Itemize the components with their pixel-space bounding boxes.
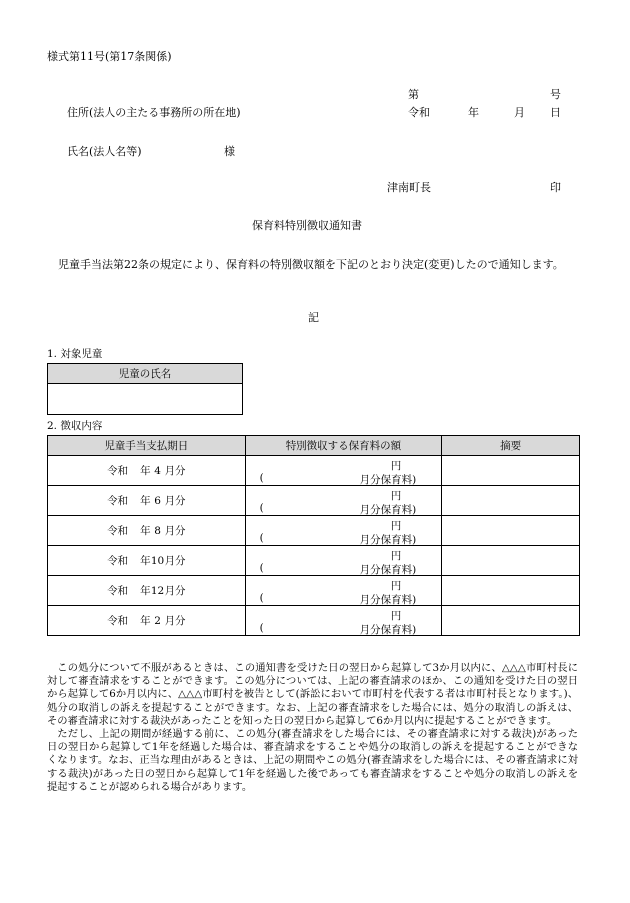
table-row — [48, 546, 580, 576]
open-paren: ( — [259, 502, 264, 514]
row-era: 令和 — [107, 615, 129, 627]
remarks-cell — [442, 516, 580, 546]
table-row — [48, 576, 580, 606]
row-suffix: 月分 — [164, 585, 186, 597]
doc-number-go: 号 — [550, 88, 561, 101]
remarks-cell — [442, 546, 580, 576]
row-year: 年 — [140, 495, 151, 507]
date-day: 日 — [550, 106, 561, 119]
row-month-num: 10 — [150, 555, 165, 567]
ki-label: 記 — [308, 311, 319, 324]
remarks-cell — [442, 486, 580, 516]
row-era: 令和 — [107, 525, 129, 537]
date-month: 月 — [514, 106, 525, 119]
table-row — [48, 486, 580, 516]
row-month-num: 2 — [154, 615, 161, 627]
row-year: 年 — [140, 465, 151, 477]
section2-heading: 2. 徴収内容 — [47, 420, 103, 432]
hoikuryo-label: 月分保育料) — [359, 534, 417, 546]
row-era: 令和 — [107, 465, 129, 477]
hoikuryo-label: 月分保育料) — [359, 624, 417, 636]
open-paren: ( — [259, 472, 264, 484]
remarks-cell — [442, 456, 580, 486]
yen-label: 円 — [390, 460, 402, 472]
collection-header-row — [48, 436, 580, 456]
doc-number-dai: 第 — [408, 88, 419, 101]
open-paren: ( — [259, 562, 264, 574]
row-month-num: 12 — [150, 585, 165, 597]
header-payment-date: 児童手当支払期日 — [48, 436, 246, 456]
notice-paragraph-2: ただし、上記の期間が経過する前に、この処分(審査請求をした場合には、その審査請求に対する裁決)があった日の翌日から起算して1年を経過した場合は、審査請求をすることや処分の取消しの訴えを提起することができなくなります。なお、正当な理由があるときは、上記の期間やこの処分(審査請求をした場合には、その審査請求に対する裁決)があった日の翌日から起算して1年を経過した後であっても審査請求をすることや処分の取消しの訴えを提起することが認められる場合があります。 — [47, 728, 578, 793]
header-remarks: 摘要 — [442, 436, 580, 456]
row-suffix: 月分 — [164, 615, 186, 627]
yen-label: 円 — [390, 610, 402, 622]
row-month-num: 4 — [154, 465, 161, 477]
date-year: 年 — [468, 106, 479, 119]
row-month-num: 8 — [154, 525, 161, 537]
row-month-num: 6 — [154, 495, 161, 507]
seal-mark: 印 — [550, 181, 561, 194]
name-label: 氏名(法人名等) — [67, 145, 142, 158]
header-amount: 特別徴収する保育料の額 — [245, 436, 442, 456]
hoikuryo-label: 月分保育料) — [359, 504, 417, 516]
page-title: 保育料特別徴収通知書 — [252, 219, 362, 232]
collection-table — [47, 435, 580, 636]
yen-label: 円 — [390, 490, 402, 502]
yen-label: 円 — [390, 520, 402, 532]
table-row — [48, 606, 580, 636]
hoikuryo-label: 月分保育料) — [359, 594, 417, 606]
row-year: 年 — [140, 585, 151, 597]
table-row — [48, 456, 580, 486]
notice-paragraph-1: この処分について不服があるときは、この通知書を受けた日の翌日から起算して3か月以内に、△△△市町村長に対して審査請求をすることができます。この処分については、上記の審査請求のほか、この通知を受けた日の翌日から起算して6か月以内に、△△△市町村を被告として(訴訟において市町村を代表する者は市町村長となります。)、処分の取消しの訴えを提起することができます。なお、上記の審査請求をした場合には、処分の取消しの訴えは、その審査請求に対する裁決があったことを知った日の翌日から起算して6か月以内に提起することができます。 — [47, 662, 578, 727]
row-suffix: 月分 — [164, 465, 186, 477]
row-suffix: 月分 — [164, 555, 186, 567]
row-year: 年 — [140, 555, 151, 567]
intro-paragraph: 児童手当法第22条の規定により、保育料の特別徴収額を下記のとおり決定(変更)したので通知します。 — [58, 258, 564, 271]
form-number: 様式第11号(第17条関係) — [47, 50, 172, 63]
child-name-cell — [48, 384, 243, 415]
row-era: 令和 — [107, 555, 129, 567]
row-era: 令和 — [107, 585, 129, 597]
child-table — [47, 363, 243, 415]
open-paren: ( — [259, 622, 264, 634]
yen-label: 円 — [390, 580, 402, 592]
date-era: 令和 — [408, 106, 430, 119]
remarks-cell — [442, 576, 580, 606]
sama-label: 様 — [224, 145, 235, 158]
open-paren: ( — [259, 592, 264, 604]
hoikuryo-label: 月分保育料) — [359, 474, 417, 486]
hoikuryo-label: 月分保育料) — [359, 564, 417, 576]
issuer-label: 津南町長 — [387, 181, 431, 194]
table-row — [48, 516, 580, 546]
section1-heading: 1. 対象児童 — [47, 348, 103, 360]
yen-label: 円 — [390, 550, 402, 562]
row-suffix: 月分 — [164, 525, 186, 537]
address-label: 住所(法人の主たる事務所の所在地) — [67, 106, 241, 119]
child-name-header: 児童の氏名 — [48, 364, 243, 384]
row-year: 年 — [140, 525, 151, 537]
appeal-notice — [47, 662, 578, 794]
remarks-cell — [442, 606, 580, 636]
row-year: 年 — [140, 615, 151, 627]
row-suffix: 月分 — [164, 495, 186, 507]
open-paren: ( — [259, 532, 264, 544]
row-era: 令和 — [107, 495, 129, 507]
